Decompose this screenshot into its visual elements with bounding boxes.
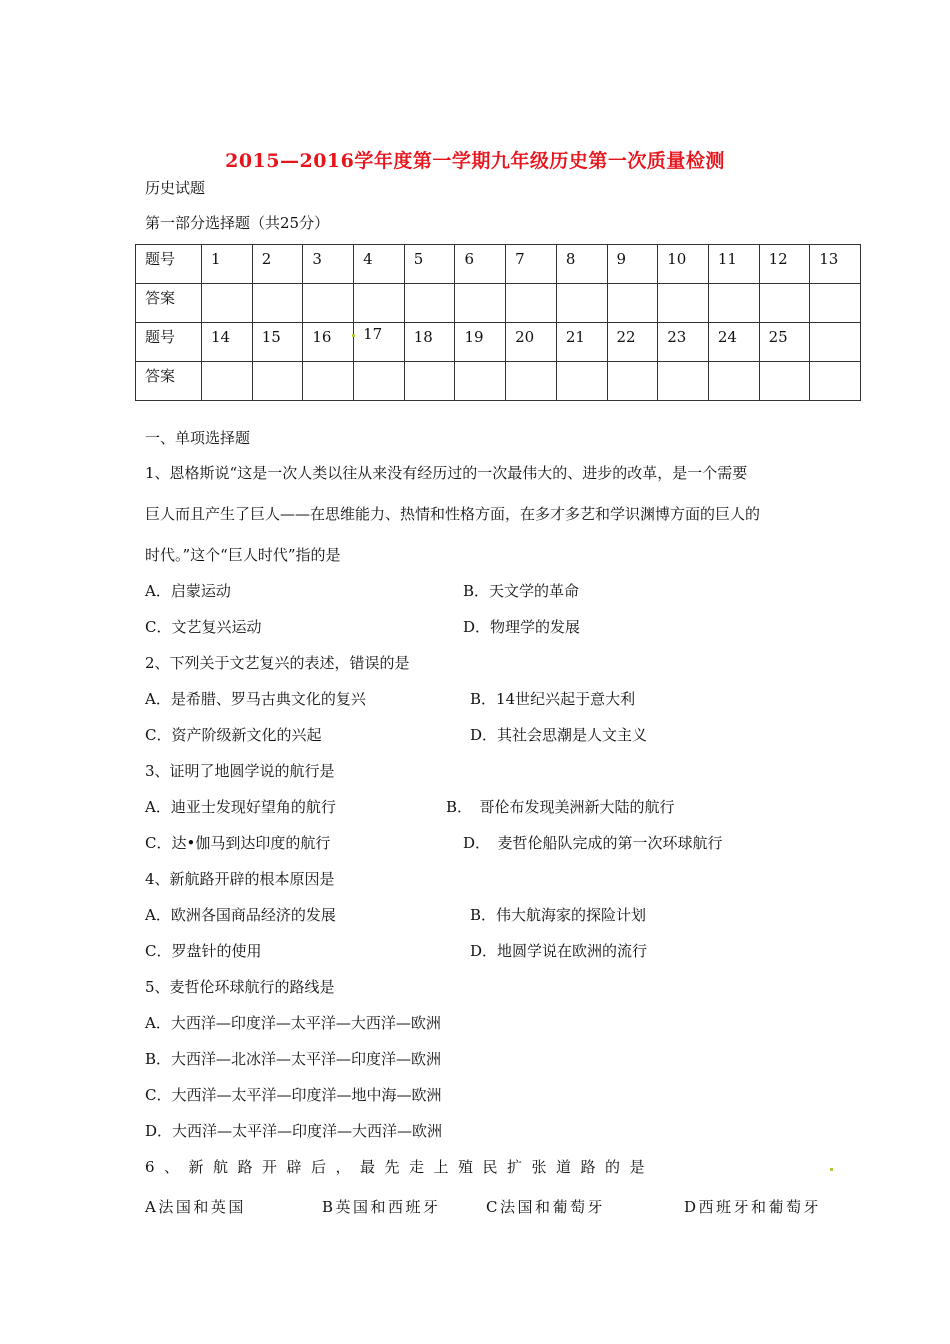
answer-cell[interactable] [455, 284, 506, 323]
q4-option-d[interactable]: D．地圆学说在欧洲的流行 [470, 942, 648, 960]
table-cell: 15 [252, 323, 303, 362]
answer-cell[interactable] [202, 284, 253, 323]
table-cell: 12 [759, 245, 810, 284]
answer-cell[interactable] [658, 284, 709, 323]
answer-cell[interactable] [202, 362, 253, 401]
table-cell: 5 [404, 245, 455, 284]
subject-label: 历史试题 [145, 179, 206, 197]
answer-cell[interactable] [404, 284, 455, 323]
table-cell: 7 [506, 245, 557, 284]
question-4-stem: 4、新航路开辟的根本原因是 [145, 870, 335, 888]
table-cell: 19 [455, 323, 506, 362]
table-cell [810, 323, 861, 362]
table-row [136, 323, 861, 362]
q3-option-a[interactable]: A．迪亚士发现好望角的航行 [145, 798, 336, 816]
q2-option-a[interactable]: A．是希腊、罗马古典文化的复兴 [145, 690, 366, 708]
table-cell: 10 [658, 245, 709, 284]
table-cell: 24 [708, 323, 759, 362]
answer-cell[interactable] [810, 362, 861, 401]
q6-option-a[interactable]: A法国和英国 [145, 1198, 246, 1216]
stray-mark [830, 1168, 833, 1171]
q1-option-c[interactable]: C．文艺复兴运动 [145, 618, 262, 636]
stray-mark [352, 334, 355, 337]
answer-cell[interactable] [252, 284, 303, 323]
table-cell: 25 [759, 323, 810, 362]
q4-option-b[interactable]: B．伟大航海家的探险计划 [470, 906, 647, 924]
answer-cell[interactable] [556, 284, 607, 323]
question-1-line-1: 1、恩格斯说“这是一次人类以往从来没有经历过的一次最伟大的、进步的改革，是一个需要 [145, 464, 748, 482]
answer-cell[interactable] [455, 362, 506, 401]
answer-cell[interactable] [556, 362, 607, 401]
section-heading: 一、单项选择题 [145, 429, 251, 447]
q5-option-d[interactable]: D．大西洋—太平洋—印度洋—大西洋—欧洲 [145, 1122, 443, 1140]
q1-option-b[interactable]: B．天文学的革命 [463, 582, 580, 600]
table-cell: 18 [404, 323, 455, 362]
table-cell: 16 [303, 323, 354, 362]
part1-heading: 第一部分选择题（共25分） [145, 214, 330, 232]
q5-option-a[interactable]: A．大西洋—印度洋—太平洋—大西洋—欧洲 [145, 1014, 441, 1032]
table-header-cell: 答案 [136, 362, 202, 401]
answer-cell[interactable] [658, 362, 709, 401]
table-cell: 8 [556, 245, 607, 284]
answer-cell[interactable] [303, 284, 354, 323]
q2-option-d[interactable]: D．其社会思潮是人文主义 [470, 726, 648, 744]
question-5-stem: 5、麦哲伦环球航行的路线是 [145, 978, 335, 996]
answer-cell[interactable] [252, 362, 303, 401]
q6-option-c[interactable]: C法国和葡萄牙 [486, 1198, 605, 1216]
question-1-line-3: 时代。”这个“巨人时代”指的是 [145, 546, 341, 564]
table-row [136, 284, 861, 323]
table-cell: 23 [658, 323, 709, 362]
q1-option-d[interactable]: D．物理学的发展 [463, 618, 581, 636]
q6-option-b[interactable]: B英国和西班牙 [322, 1198, 441, 1216]
table-row [136, 245, 861, 284]
table-cell: 4 [354, 245, 405, 284]
q5-option-c[interactable]: C．大西洋—太平洋—印度洋—地中海—欧洲 [145, 1086, 442, 1104]
table-header-cell: 题号 [136, 245, 202, 284]
answer-cell[interactable] [607, 362, 658, 401]
table-cell: 14 [202, 323, 253, 362]
table-cell: 6 [455, 245, 506, 284]
q2-option-c[interactable]: C．资产阶级新文化的兴起 [145, 726, 322, 744]
question-6-stem: 6、新航路开辟后，最先走上殖民扩张道路的是 [145, 1158, 655, 1176]
answer-cell[interactable] [506, 284, 557, 323]
answer-cell[interactable] [759, 284, 810, 323]
table-cell: 11 [708, 245, 759, 284]
q6-option-d[interactable]: D西班牙和葡萄牙 [684, 1198, 822, 1216]
table-cell: 2 [252, 245, 303, 284]
answer-cell[interactable] [708, 362, 759, 401]
answer-cell[interactable] [303, 362, 354, 401]
table-cell: 20 [506, 323, 557, 362]
table-cell: 3 [303, 245, 354, 284]
answer-cell[interactable] [506, 362, 557, 401]
answer-cell[interactable] [354, 362, 405, 401]
answer-cell[interactable] [810, 284, 861, 323]
q2-option-b[interactable]: B．14世纪兴起于意大利 [470, 690, 636, 708]
table-cell: 17 [354, 323, 405, 362]
table-cell: 1 [202, 245, 253, 284]
exam-title: 2015—2016学年度第一学期九年级历史第一次质量检测 [225, 150, 725, 172]
answer-cell[interactable] [404, 362, 455, 401]
q3-option-d[interactable]: D． 麦哲伦船队完成的第一次环球航行 [463, 834, 723, 852]
table-cell: 13 [810, 245, 861, 284]
table-cell: 22 [607, 323, 658, 362]
table-header-cell: 题号 [136, 323, 202, 362]
q1-option-a[interactable]: A．启蒙运动 [145, 582, 231, 600]
question-2-stem: 2、下列关于文艺复兴的表述，错误的是 [145, 654, 410, 672]
answer-cell[interactable] [607, 284, 658, 323]
q3-option-b[interactable]: B． 哥伦布发现美洲新大陆的航行 [446, 798, 675, 816]
answer-cell[interactable] [759, 362, 810, 401]
answer-cell[interactable] [708, 284, 759, 323]
answer-cell[interactable] [354, 284, 405, 323]
q5-option-b[interactable]: B．大西洋—北冰洋—太平洋—印度洋—欧洲 [145, 1050, 442, 1068]
table-header-cell: 答案 [136, 284, 202, 323]
question-3-stem: 3、证明了地圆学说的航行是 [145, 762, 335, 780]
q4-option-a[interactable]: A．欧洲各国商品经济的发展 [145, 906, 336, 924]
answer-table [135, 244, 861, 401]
table-row [136, 362, 861, 401]
q3-option-c[interactable]: C．达•伽马到达印度的航行 [145, 834, 331, 852]
q4-option-c[interactable]: C．罗盘针的使用 [145, 942, 262, 960]
question-1-line-2: 巨人而且产生了巨人——在思维能力、热情和性格方面，在多才多艺和学识渊博方面的巨人的 [145, 505, 761, 523]
table-cell: 9 [607, 245, 658, 284]
table-cell: 21 [556, 323, 607, 362]
